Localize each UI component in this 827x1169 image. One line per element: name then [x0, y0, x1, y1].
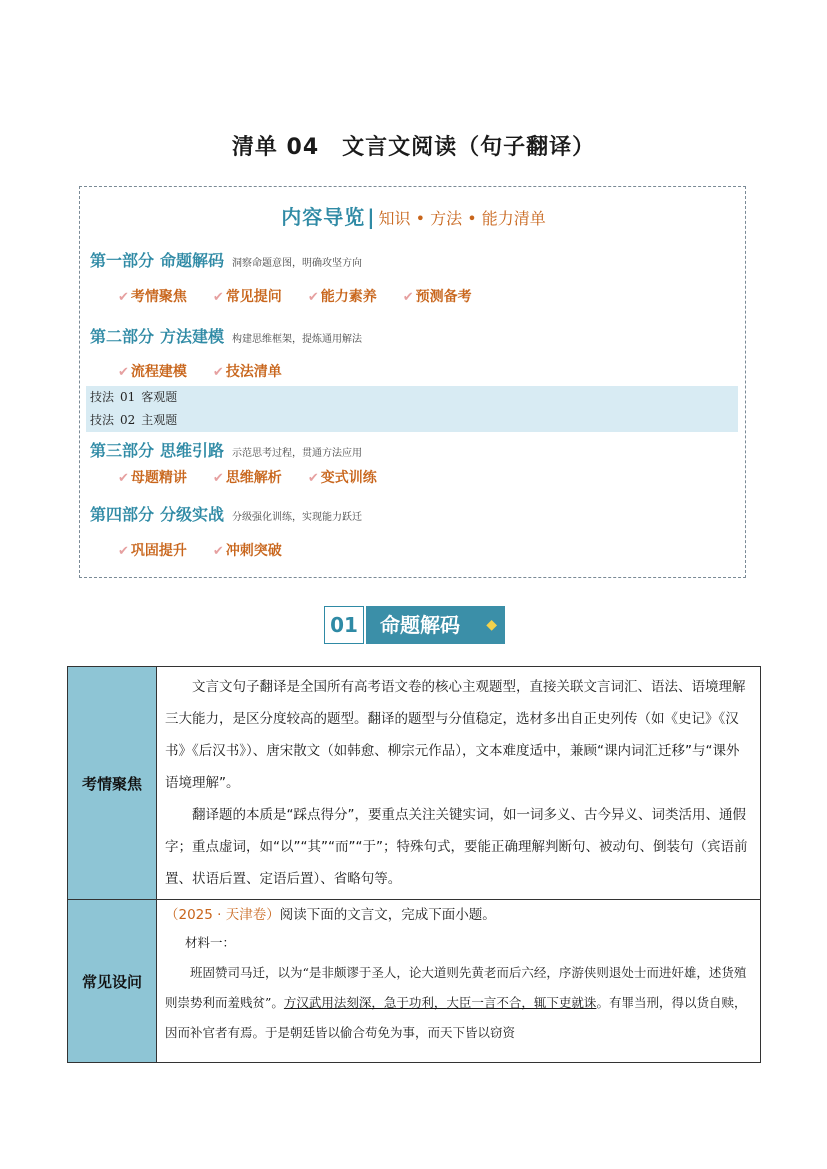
- tag-bianshi[interactable]: ✔ 变式训练: [307, 470, 377, 486]
- underlined-sentence-2: 大臣一言不合，辄下吏就诛: [446, 995, 597, 1010]
- part-2-number: 第二部分: [90, 327, 155, 346]
- part-3-tags: [118, 467, 403, 487]
- part-3-desc: 示范思考过程，贯通方法应用: [232, 448, 363, 459]
- material-text: 班固赞司马迁，以为“是非颇谬于圣人，论大道则先黄老而后六经，序游侠则退处士而进奸雄，述货殖则崇势利而羞贱贫”。方汉武用法刻深，急于功利，大臣一言不合，辄下吏就诛。有罪当刑，得以货自赎，因而补官者有焉。于是朝廷皆以偷合苟免为事，而天下皆以窃资: [165, 965, 747, 1040]
- table-row: [68, 900, 761, 1063]
- part-3-number: 第三部分: [90, 441, 155, 460]
- document-title: 清单 04 文言文阅读（句子翻译）: [231, 135, 596, 160]
- row-body-kaoqing: [157, 667, 761, 900]
- check-icon: ✔: [118, 365, 129, 380]
- part-2-tags: [118, 361, 308, 381]
- check-icon: ✔: [212, 365, 224, 380]
- material-label: 材料一：: [185, 935, 236, 950]
- techniques-band: [86, 386, 738, 432]
- row-head-changjian: 常见设问: [68, 900, 157, 1063]
- check-icon: ✔: [212, 290, 224, 305]
- guide-heading-subtitle: 知识 • 方法 • 能力清单: [378, 209, 546, 228]
- row-head-kaoqing: 考情聚焦: [68, 667, 157, 900]
- row-body-changjian: [157, 900, 761, 1063]
- tag-yuce[interactable]: ✔ 预测备考: [402, 289, 472, 305]
- tag-muti[interactable]: ✔ 母题精讲: [118, 470, 187, 486]
- tag-chongci[interactable]: ✔ 冲刺突破: [212, 543, 282, 559]
- part-3-row: [90, 438, 362, 461]
- section-title: 命题解码 ◆: [366, 606, 505, 644]
- technique-02[interactable]: 技法 02 主观题: [90, 413, 178, 427]
- part-1-label: [90, 251, 224, 270]
- check-icon: ✔: [118, 471, 129, 486]
- tag-liucheng[interactable]: ✔ 流程建模: [118, 364, 187, 380]
- kaoqing-paragraph-1: 文言文句子翻译是全国所有高考语文卷的核心主观题型，直接关联文言词汇、语法、语境理解三大能力，是区分度较高的题型。翻译的题型与分值稳定，选材多出自正史列传（如《史记》《汉书》《后汉书》）、唐宋散文（如韩愈、柳宗元作品），文本难度适中，兼顾“课内词汇迁移”与“课外语境理解”。: [165, 679, 746, 791]
- check-icon: ✔: [307, 290, 319, 305]
- content-guide-heading: [0, 201, 827, 230]
- part-3-label: [90, 441, 224, 460]
- part-2-title: 方法建模: [160, 327, 225, 346]
- part-2-label: [90, 327, 224, 346]
- check-icon: ✔: [118, 290, 129, 305]
- diamond-icon: ◆: [486, 617, 497, 633]
- part-4-number: 第四部分: [90, 505, 155, 524]
- tag-nengli[interactable]: ✔ 能力素养: [307, 289, 377, 305]
- part-4-title: 分级实战: [160, 505, 225, 524]
- tag-siwei[interactable]: ✔ 思维解析: [212, 470, 282, 486]
- question-instruction: 阅读下面的文言文，完成下面小题。: [279, 907, 496, 923]
- part-2-row: [90, 324, 362, 347]
- part-4-row: [90, 502, 362, 525]
- guide-heading-divider: |: [367, 205, 375, 229]
- tag-kaoqing[interactable]: ✔ 考情聚焦: [118, 289, 187, 305]
- table-row: [68, 667, 761, 900]
- tag-gonggu[interactable]: ✔ 巩固提升: [118, 543, 187, 559]
- part-1-row: [90, 248, 362, 271]
- part-4-desc: 分级强化训练，实现能力跃迁: [232, 512, 363, 523]
- part-4-label: [90, 505, 224, 524]
- tag-changjian[interactable]: ✔ 常见提问: [212, 289, 282, 305]
- check-icon: ✔: [307, 471, 319, 486]
- part-1-tags: [118, 286, 498, 306]
- part-1-desc: 洞察命题意图，明确攻坚方向: [232, 258, 363, 269]
- question-intro: [165, 902, 752, 928]
- part-4-tags: [118, 540, 308, 560]
- exam-info-table: [67, 666, 761, 1063]
- section-number: 01: [324, 606, 364, 644]
- part-1-title: 命题解码: [160, 251, 225, 270]
- underlined-sentence-1: 方汉武用法刻深，急于功利，: [283, 995, 447, 1010]
- check-icon: ✔: [118, 544, 129, 559]
- part-2-desc: 构建思维框架，提炼通用解法: [232, 334, 363, 345]
- check-icon: ✔: [212, 471, 224, 486]
- check-icon: ✔: [402, 290, 414, 305]
- check-icon: ✔: [212, 544, 224, 559]
- part-1-number: 第一部分: [90, 251, 155, 270]
- technique-01[interactable]: 技法 01 客观题: [90, 390, 178, 404]
- kaoqing-paragraph-2: 翻译题的本质是“踩点得分”，要重点关注关键实词，如一词多义、古今异义、词类活用、通假字；重点虚词，如“以”“其”“而”“于”；特殊句式，要能正确理解判断句、被动句、倒装句（宾语前置、状语后置、定语后置）、省略句等。: [165, 807, 748, 887]
- question-source: （2025 · 天津卷）: [165, 907, 280, 923]
- part-3-title: 思维引路: [160, 441, 225, 460]
- guide-heading-main: 内容导览: [281, 205, 366, 229]
- tag-jifa[interactable]: ✔ 技法清单: [212, 364, 282, 380]
